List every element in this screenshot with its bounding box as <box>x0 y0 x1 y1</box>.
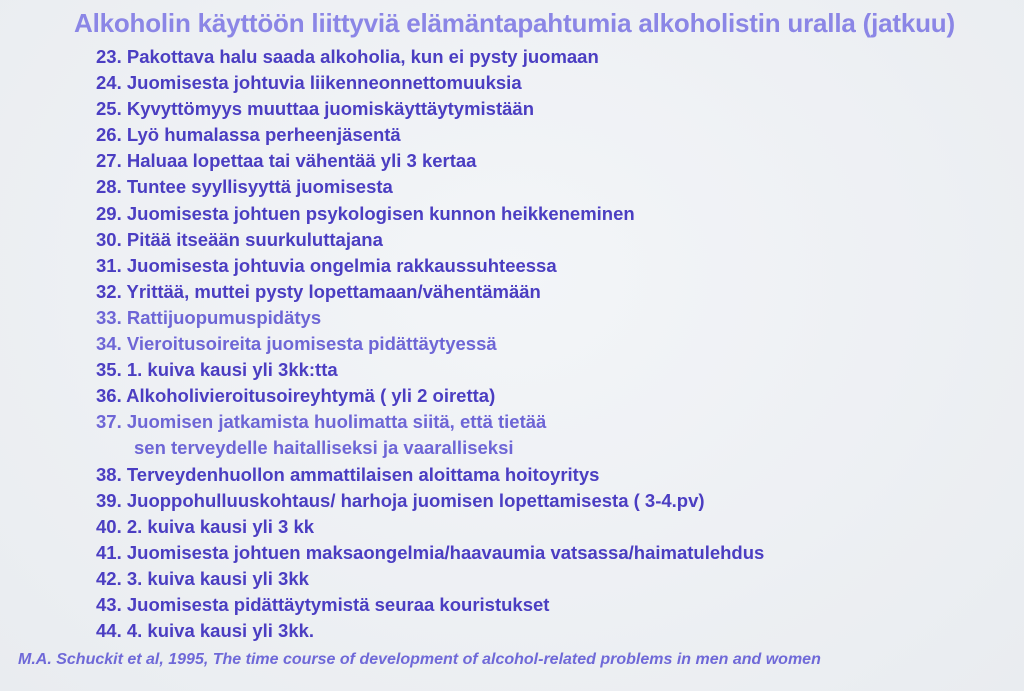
list-item-text: 42. 3. kuiva kausi yli 3kk <box>96 567 309 589</box>
list-item-text: 28. Tuntee syyllisyyttä juomisesta <box>96 176 393 198</box>
slide-title: Alkoholin käyttöön liittyviä elämäntapahtumia alkoholistin uralla (jatkuu) <box>74 8 955 38</box>
list-item-text: 38. Terveydenhuollon ammattilaisen aloittama hoitoyritys <box>96 463 600 485</box>
list-item <box>96 462 764 488</box>
list-item <box>96 201 764 227</box>
list-item-text: 25. Kyvyttömyys muuttaa juomiskäyttäytymistään <box>96 98 535 120</box>
list-item-text-continued: sen terveydelle haitalliseksi ja vaaralliseksi <box>134 437 514 459</box>
list-item-text: 39. Juoppohulluuskohtaus/ harhoja juomisen lopettamisesta ( 3-4.pv) <box>96 489 705 511</box>
list-item-text: 37. Juomisen jatkamista huolimatta siitä, että tietää <box>96 411 547 433</box>
list-item <box>96 305 764 331</box>
list-item <box>96 592 764 618</box>
list-item-text: 41. Juomisesta johtuen maksaongelmia/haavaumia vatsassa/haimatulehdus <box>96 541 765 563</box>
list-item <box>96 44 764 70</box>
list-item-text: 29. Juomisesta johtuen psykologisen kunnon heikkeneminen <box>96 202 635 224</box>
list-item <box>96 409 764 461</box>
list-item-text: 23. Pakottava halu saada alkoholia, kun ei pysty juomaan <box>96 46 599 67</box>
list-item-text: 36. Alkoholivieroitusoireyhtymä ( yli 2 oiretta) <box>96 385 496 407</box>
list-item-text: 33. Rattijuopumuspidätys <box>96 306 322 328</box>
list-item-text: 26. Lyö humalassa perheenjäsentä <box>96 124 401 146</box>
list-item <box>96 383 764 409</box>
list-item-text: 27. Haluaa lopettaa tai vähentää yli 3 kertaa <box>96 150 477 172</box>
list-item <box>96 331 764 357</box>
list-item <box>96 70 764 96</box>
citation: M.A. Schuckit et al, 1995, The time course of development of alcohol-related problems in men and women <box>18 651 821 668</box>
list-item-text: 32. Yrittää, muttei pysty lopettamaan/vähentämään <box>96 280 541 302</box>
list-item <box>96 540 764 566</box>
list-item-text: 43. Juomisesta pidättäytymistä seuraa kouristukset <box>96 593 550 615</box>
list-item-text: 31. Juomisesta johtuvia ongelmia rakkaussuhteessa <box>96 254 557 276</box>
list-item <box>96 566 764 592</box>
list-item <box>96 618 764 644</box>
list-item <box>96 174 764 200</box>
list-item <box>96 148 764 174</box>
list-item-text: 34. Vieroitusoireita juomisesta pidättäytyessä <box>96 333 497 355</box>
list-item <box>96 514 764 540</box>
list-item-text: 24. Juomisesta johtuvia liikenneonnettomuuksia <box>96 72 522 94</box>
list-item <box>96 357 764 383</box>
list-item-text: 30. Pitää itseään suurkuluttajana <box>96 228 383 250</box>
list-item <box>96 253 764 279</box>
list-item <box>96 279 764 305</box>
list-item <box>96 122 764 148</box>
list-item-text: 44. 4. kuiva kausi yli 3kk. <box>96 620 315 642</box>
list-item-text: 40. 2. kuiva kausi yli 3 kk <box>96 515 315 537</box>
list-item <box>96 227 764 253</box>
event-list <box>96 44 764 644</box>
list-item-text: 35. 1. kuiva kausi yli 3kk:tta <box>96 359 338 381</box>
list-item <box>96 96 764 122</box>
list-item <box>96 488 764 514</box>
